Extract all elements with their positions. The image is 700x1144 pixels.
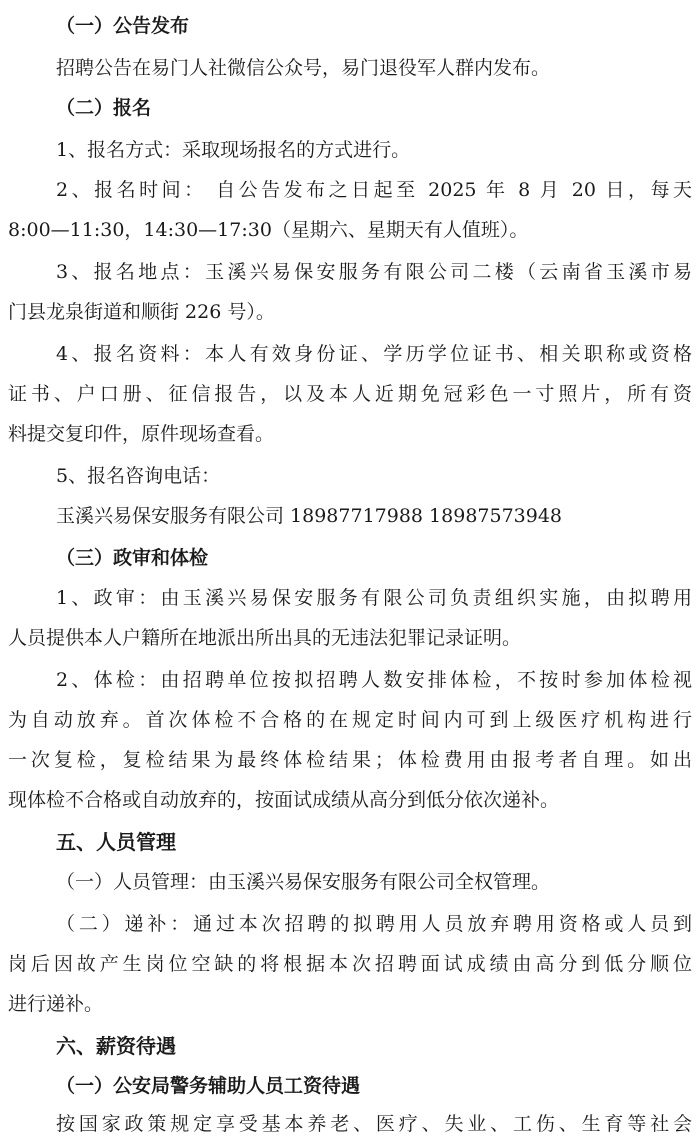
paragraph-line: 门县龙泉街道和顺街 226 号）。: [8, 301, 275, 323]
paragraph-line: 1、报名方式：采取现场报名的方式进行。: [56, 139, 411, 161]
paragraph-line: 2、体检：由招聘单位按拟招聘人数安排体检，不按时参加体检视: [56, 669, 692, 691]
paragraph-line: 一次复检，复检结果为最终体检结果；体检费用由报考者自理。如出: [8, 749, 692, 771]
subheading-registration: （二）报名: [56, 97, 152, 119]
paragraph-line: 进行递补。: [8, 993, 104, 1015]
paragraph-line: （二）递补：通过本次招聘的拟聘用人员放弃聘用资格或人员到: [56, 913, 692, 935]
paragraph-line: 招聘公告在易门人社微信公众号，易门退役军人群内发布。: [56, 57, 551, 79]
paragraph-line: 按国家政策规定享受基本养老、医疗、失业、工伤、生育等社会: [56, 1113, 692, 1135]
paragraph-line: 料提交复印件，原件现场查看。: [8, 423, 275, 445]
paragraph-line: 1、政审：由玉溪兴易保安服务有限公司负责组织实施，由拟聘用: [56, 587, 692, 609]
paragraph-line: 人员提供本人户籍所在地派出所出具的无违法犯罪记录证明。: [8, 627, 522, 649]
paragraph-line: 3、报名地点：玉溪兴易保安服务有限公司二楼（云南省玉溪市易: [56, 261, 692, 283]
section-heading-salary: 六、薪资待遇: [56, 1034, 176, 1058]
subheading-police-salary: （一）公安局警务辅助人员工资待遇: [56, 1075, 361, 1097]
paragraph-line: 现体检不合格或自动放弃的，按面试成绩从高分到低分依次递补。: [8, 789, 560, 811]
paragraph-line: 岗后因故产生岗位空缺的将根据本次招聘面试成绩由高分到低分顺位: [8, 953, 692, 975]
paragraph-line: 5、报名咨询电话：: [56, 465, 221, 487]
paragraph-line: 4、报名资料：本人有效身份证、学历学位证书、相关职称或资格: [56, 343, 692, 365]
paragraph-line: 8:00—11:30，14:30—17:30（星期六、星期天有人值班）。: [8, 219, 529, 241]
paragraph-line: 证书、户口册、征信报告，以及本人近期免冠彩色一寸照片，所有资: [8, 383, 692, 405]
paragraph-line: 为自动放弃。首次体检不合格的在规定时间内可到上级医疗机构进行: [8, 709, 692, 731]
section-heading-personnel: 五、人员管理: [56, 830, 176, 854]
paragraph-line: 2、报名时间： 自公告发布之日起至 2025 年 8 月 20 日，每天: [56, 179, 692, 201]
paragraph-line: 玉溪兴易保安服务有限公司 18987717988 18987573948: [56, 505, 563, 527]
subheading-announcement: （一）公告发布: [56, 15, 190, 37]
paragraph-line: （一）人员管理：由玉溪兴易保安服务有限公司全权管理。: [56, 871, 551, 893]
subheading-review: （三）政审和体检: [56, 547, 209, 569]
